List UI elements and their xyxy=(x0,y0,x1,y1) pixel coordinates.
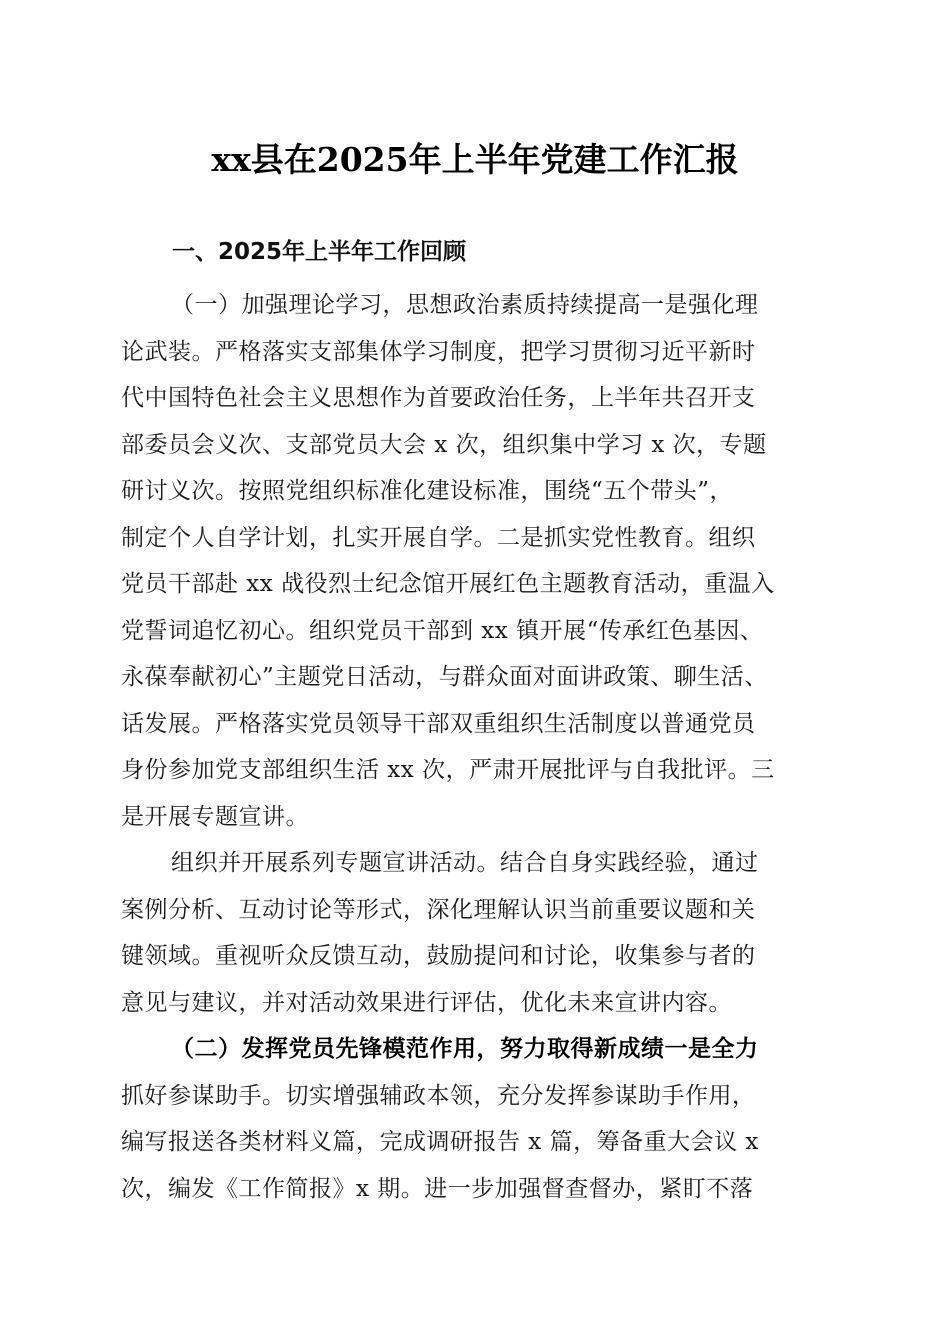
paragraph-line: 是开展专题宣讲。 xyxy=(121,803,309,830)
paragraph-line: 话发展。严格落实党员领导干部双重组织生活制度以普通党员 xyxy=(121,710,756,737)
paragraph-line: （一）加强理论学习，思想政治素质持续提高一是强化理 xyxy=(171,292,759,318)
paragraph-line: 研讨义次。按照党组织标准化建设标准，围绕“五个带头”， xyxy=(121,478,734,504)
paragraph-line: 组织并开展系列专题宣讲活动。结合自身实践经验，通过 xyxy=(171,850,759,876)
paragraph-line: 制定个人自学计划，扎实开展自学。二是抓实党性教育。组织 xyxy=(121,524,756,551)
paragraph-line: 抓好参谋助手。切实增强辅政本领，充分发挥参谋助手作用， xyxy=(121,1082,756,1109)
paragraph-line: 永葆奉献初心”主题党日活动，与群众面对面讲政策、聊生活、 xyxy=(121,664,768,690)
paragraph-line: （二）发挥党员先锋模范作用，努力取得新成绩一是全力 xyxy=(171,1035,759,1062)
paragraph-line: 意见与建议，并对活动效果进行评估，优化未来宣讲内容。 xyxy=(121,989,732,1016)
paragraph-line: 案例分析、互动讨论等形式，深化理解认识当前重要议题和关 xyxy=(121,896,756,923)
paragraph-line: 党誓词追忆初心。组织党员干部到 xx 镇开展“传承红色基因、 xyxy=(121,617,764,644)
paragraph-line: 代中国特色社会主义思想作为首要政治任务，上半年共召开支 xyxy=(121,385,756,411)
paragraph-line: 键领域。重视听众反馈互动，鼓励提问和讨论，收集参与者的 xyxy=(121,943,756,969)
paragraph-line: 部委员会义次、支部党员大会 x 次，组织集中学习 x 次，专题 xyxy=(121,431,767,458)
document-title: xx县在2025年上半年党建工作汇报 xyxy=(211,140,739,179)
paragraph-line: 身份参加党支部组织生活 xx 次，严肃开展批评与自我批评。三 xyxy=(121,757,775,783)
paragraph-line: 次，编发《工作简报》x 期。进一步加强督查督办，紧盯不落 xyxy=(121,1175,754,1202)
paragraph-line: 党员干部赴 xx 战役烈士纪念馆开展红色主题教育活动，重温入 xyxy=(121,571,775,597)
section-heading: 一、2025年上半年工作回顾 xyxy=(172,239,467,265)
document-body xyxy=(121,282,829,1212)
paragraph-line: 论武装。严格落实支部集体学习制度，把学习贯彻习近平新时 xyxy=(121,338,756,365)
paragraph-line: 编写报送各类材料义篇，完成调研报告 x 篇，筹备重大会议 x xyxy=(121,1129,759,1155)
